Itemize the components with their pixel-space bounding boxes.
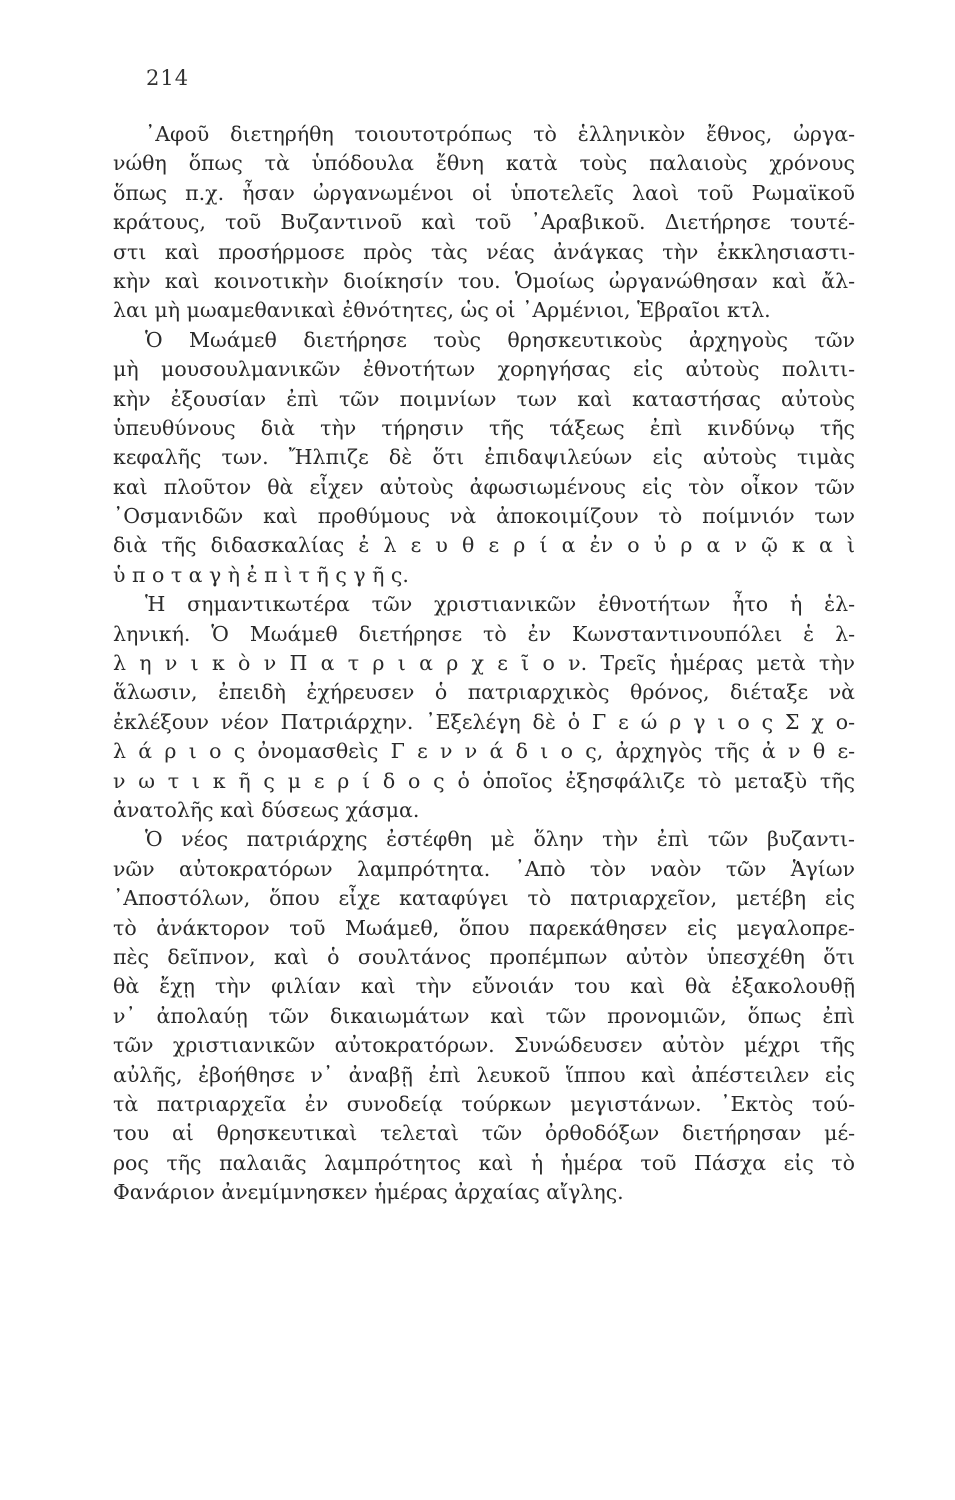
text-line: Φανάριον ἀνεμίμνησκεν ἡμέρας ἀρχαίας αἴγλης. — [113, 1180, 624, 1205]
text-line: ν᾿ ἀπολαύῃ τῶν δικαιωμάτων καὶ τῶν προνομιῶν, ὅπως ἐπὶ — [113, 1003, 855, 1028]
text-line: ρος τῆς παλαιᾶς λαμπρότητος καὶ ἡ ἡμέρα τοῦ Πάσχα εἰς τὸ — [113, 1150, 855, 1175]
text-line: ἅλωσιν, ἐπειδὴ ἐχήρευσεν ὁ πατριαρχικὸς θρόνος, διέταξε νὰ — [113, 680, 855, 705]
text-line: κράτους, τοῦ Βυζαντινοῦ καὶ τοῦ ᾿Αραβικοῦ. Διετήρησε τουτέ- — [113, 210, 855, 235]
text-line: αὐλῆς, ἐβοήθησε ν᾿ ἀναβῇ ἐπὶ λευκοῦ ἵππου καὶ ἀπέστειλεν εἰς — [113, 1062, 855, 1087]
text-line: νώθη ὅπως τὰ ὑπόδουλα ἔθνη κατὰ τοὺς παλαιοὺς χρόνους — [113, 151, 855, 176]
text-line: κεφαλῆς των. Ἤλπιζε δὲ ὅτι ἐπιδαψιλεύων εἰς αὐτοὺς τιμὰς — [113, 445, 855, 470]
page-number: 214 — [146, 66, 190, 90]
text-line: νῶν αὐτοκρατόρων λαμπρότητα. ᾿Απὸ τὸν ναὸν τῶν Ἁγίων — [113, 856, 855, 881]
text-line: ἐκλέξουν νέον Πατριάρχην. ᾿Εξελέγη δὲ ὁ Γ ε ώ ρ γ ι ο ς Σ χ ο- — [113, 709, 855, 734]
text-line: τῶν χριστιανικῶν αὐτοκρατόρων. Συνώδευσεν αὐτὸν μέχρι τῆς — [113, 1033, 855, 1058]
text-line: του αἱ θρησκευτικαὶ τελεταὶ τῶν ὀρθοδόξων διετήρησαν μέ- — [113, 1121, 855, 1146]
text-line: ᾿Αποστόλων, ὅπου εἶχε καταφύγει τὸ πατριαρχεῖον, μετέβη εἰς — [113, 886, 855, 911]
text-line: τὸ ἀνάκτορον τοῦ Μωάμεθ, ὅπου παρεκάθησεν εἰς μεγαλοπρε- — [113, 915, 855, 940]
text-line: ὅπως π.χ. ἦσαν ὠργανωμένοι οἱ ὑποτελεῖς λαοὶ τοῦ Ρωμαϊκοῦ — [113, 180, 855, 205]
text-line: λ η ν ι κ ὸ ν Π α τ ρ ι α ρ χ ε ῖ ο ν. Τρεῖς ἡμέρας μετὰ τὴν — [113, 651, 855, 676]
text-line: ἀνατολῆς καὶ δύσεως χάσμα. — [113, 797, 420, 822]
text-line: Ὁ Μωάμεθ διετήρησε τοὺς θρησκευτικοὺς ἀρχηγοὺς τῶν — [145, 327, 855, 352]
text-line: τὰ πατριαρχεῖα ἐν συνοδείᾳ τούρκων μεγιστάνων. ᾿Εκτὸς τού- — [113, 1091, 855, 1116]
text-line: ληνική. Ὁ Μωάμεθ διετήρησε τὸ ἐν Κωνσταντινουπόλει ἑ λ- — [113, 621, 855, 646]
text-line: λαι μὴ μωαμεθανικαὶ ἐθνότητες, ὡς οἱ ᾿Αρμένιοι, Ἑβραῖοι κτλ. — [113, 298, 771, 323]
body-text — [113, 120, 855, 1207]
text-line: ὑ π ο τ α γ ὴ ἐ π ὶ τ ῆ ς γ ῆ ς. — [113, 562, 409, 587]
text-line: διὰ τῆς διδασκαλίας ἐ λ ε υ θ ε ρ ί α ἐν ο ὐ ρ α ν ῷ κ α ὶ — [113, 533, 855, 558]
text-line: καὶ πλοῦτον θὰ εἶχεν αὐτοὺς ἀφωσιωμένους εἰς τὸν οἶκον τῶν — [113, 474, 855, 499]
text-line: λ ά ρ ι ο ς ὀνομασθεὶς Γ ε ν ν ά δ ι ο ς, ἀρχηγὸς τῆς ἀ ν θ ε- — [113, 739, 855, 764]
text-line: ὑπευθύνους διὰ τὴν τήρησιν τῆς τάξεως ἐπὶ κινδύνῳ τῆς — [113, 415, 855, 440]
text-line: Ὁ νέος πατριάρχης ἐστέφθη μὲ ὅλην τὴν ἐπὶ τῶν βυζαντι- — [145, 827, 855, 852]
text-line: ᾿Αφοῦ διετηρήθη τοιουτοτρόπως τὸ ἑλληνικὸν ἔθνος, ὠργα- — [145, 122, 855, 146]
text-line: μὴ μουσουλμανικῶν ἐθνοτήτων χορηγήσας εἰς αὐτοὺς πολιτι- — [113, 357, 855, 382]
text-line: θὰ ἔχῃ τὴν φιλίαν καὶ τὴν εὔνοιάν του καὶ θὰ ἐξακολουθῇ — [113, 974, 855, 999]
text-line: στι καὶ προσήρμοσε πρὸς τὰς νέας ἀνάγκας τὴν ἐκκλησιαστι- — [113, 239, 855, 264]
text-line: κὴν καὶ κοινοτικὴν διοίκησίν του. Ὁμοίως ὠργανώθησαν καὶ ἄλ- — [113, 268, 855, 293]
text-line: Ἡ σημαντικωτέρα τῶν χριστιανικῶν ἐθνοτήτων ἦτο ἡ ἑλ- — [145, 592, 855, 617]
text-line: ᾿Οσμανιδῶν καὶ προθύμους νὰ ἀποκοιμίζουν τὸ ποίμνιόν των — [113, 504, 855, 529]
text-line: πὲς δεῖπνον, καὶ ὁ σουλτάνος προπέμπων αὐτὸν ὑπεσχέθη ὅτι — [113, 944, 855, 969]
text-line: ν ω τ ι κ ῆ ς μ ε ρ ί δ ο ς ὁ ὁποῖος ἐξησφάλιζε τὸ μεταξὺ τῆς — [113, 768, 855, 793]
text-line: κὴν ἐξουσίαν ἐπὶ τῶν ποιμνίων των καὶ καταστήσας αὐτοὺς — [113, 386, 855, 411]
